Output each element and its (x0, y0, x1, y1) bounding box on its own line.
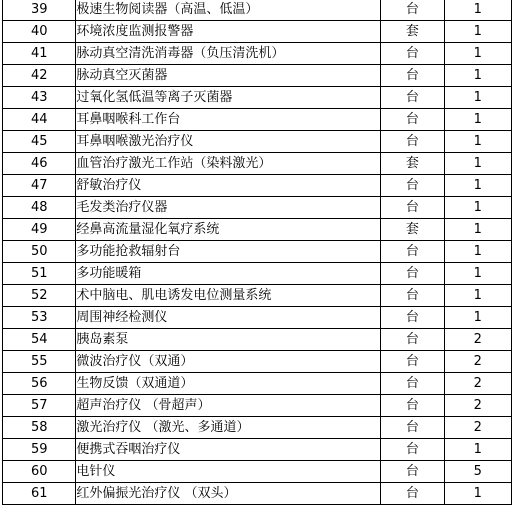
row-number-cell: 54 (3, 329, 76, 351)
quantity-cell: 1 (444, 241, 511, 263)
row-number-cell: 50 (3, 241, 76, 263)
table-row (3, 307, 512, 329)
table-row (3, 241, 512, 263)
equipment-name-cell: 舒敏治疗仪 (76, 175, 381, 197)
unit-cell: 台 (381, 87, 444, 109)
unit-cell: 台 (381, 483, 444, 505)
row-number-cell: 48 (3, 197, 76, 219)
equipment-name-cell: 血管治疗激光工作站（染料激光） (76, 153, 381, 175)
equipment-table (2, 0, 512, 505)
table-row (3, 417, 512, 439)
table-row (3, 65, 512, 87)
table-row (3, 131, 512, 153)
quantity-cell: 1 (444, 153, 511, 175)
table-row (3, 43, 512, 65)
row-number-cell: 46 (3, 153, 76, 175)
table-row (3, 0, 512, 21)
quantity-cell: 2 (444, 395, 511, 417)
equipment-name-cell: 耳鼻咽喉激光治疗仪 (76, 131, 381, 153)
unit-cell: 台 (381, 351, 444, 373)
row-number-cell: 45 (3, 131, 76, 153)
unit-cell: 套 (381, 219, 444, 241)
quantity-cell: 2 (444, 417, 511, 439)
unit-cell: 台 (381, 109, 444, 131)
quantity-cell: 1 (444, 285, 511, 307)
quantity-cell: 1 (444, 131, 511, 153)
row-number-cell: 43 (3, 87, 76, 109)
quantity-cell: 1 (444, 439, 511, 461)
table-row (3, 483, 512, 505)
quantity-cell: 2 (444, 351, 511, 373)
table-body (3, 0, 512, 505)
quantity-cell: 5 (444, 461, 511, 483)
table-row (3, 461, 512, 483)
row-number-cell: 51 (3, 263, 76, 285)
quantity-cell: 1 (444, 219, 511, 241)
equipment-name-cell: 红外偏振光治疗仪 （双头） (76, 483, 381, 505)
equipment-name-cell: 多功能抢救辐射台 (76, 241, 381, 263)
table-row (3, 329, 512, 351)
unit-cell: 台 (381, 329, 444, 351)
unit-cell: 台 (381, 373, 444, 395)
unit-cell: 台 (381, 439, 444, 461)
quantity-cell: 1 (444, 197, 511, 219)
quantity-cell: 1 (444, 65, 511, 87)
unit-cell: 台 (381, 241, 444, 263)
unit-cell: 台 (381, 197, 444, 219)
row-number-cell: 49 (3, 219, 76, 241)
quantity-cell: 1 (444, 109, 511, 131)
equipment-name-cell: 术中脑电、肌电诱发电位测量系统 (76, 285, 381, 307)
table-row (3, 395, 512, 417)
unit-cell: 台 (381, 285, 444, 307)
row-number-cell: 52 (3, 285, 76, 307)
row-number-cell: 56 (3, 373, 76, 395)
table-row (3, 285, 512, 307)
row-number-cell: 60 (3, 461, 76, 483)
row-number-cell: 39 (3, 0, 76, 21)
unit-cell: 台 (381, 461, 444, 483)
equipment-name-cell: 超声治疗仪 （骨超声） (76, 395, 381, 417)
table-row (3, 153, 512, 175)
quantity-cell: 1 (444, 263, 511, 285)
row-number-cell: 47 (3, 175, 76, 197)
row-number-cell: 53 (3, 307, 76, 329)
equipment-name-cell: 环境浓度监测报警器 (76, 21, 381, 43)
equipment-name-cell: 耳鼻咽喉科工作台 (76, 109, 381, 131)
row-number-cell: 41 (3, 43, 76, 65)
equipment-name-cell: 激光治疗仪 （激光、多通道） (76, 417, 381, 439)
unit-cell: 台 (381, 417, 444, 439)
table-row (3, 373, 512, 395)
row-number-cell: 55 (3, 351, 76, 373)
table-row (3, 263, 512, 285)
table-row (3, 219, 512, 241)
quantity-cell: 1 (444, 43, 511, 65)
equipment-name-cell: 胰岛素泵 (76, 329, 381, 351)
unit-cell: 台 (381, 175, 444, 197)
quantity-cell: 1 (444, 307, 511, 329)
equipment-name-cell: 周围神经检测仪 (76, 307, 381, 329)
unit-cell: 台 (381, 131, 444, 153)
quantity-cell: 1 (444, 0, 511, 21)
row-number-cell: 44 (3, 109, 76, 131)
unit-cell: 台 (381, 43, 444, 65)
quantity-cell: 1 (444, 21, 511, 43)
table-row (3, 439, 512, 461)
unit-cell: 台 (381, 263, 444, 285)
row-number-cell: 61 (3, 483, 76, 505)
row-number-cell: 40 (3, 21, 76, 43)
row-number-cell: 57 (3, 395, 76, 417)
equipment-name-cell: 脉动真空灭菌器 (76, 65, 381, 87)
quantity-cell: 2 (444, 373, 511, 395)
row-number-cell: 58 (3, 417, 76, 439)
equipment-name-cell: 脉动真空清洗消毒器（负压清洗机） (76, 43, 381, 65)
unit-cell: 台 (381, 65, 444, 87)
table-row (3, 351, 512, 373)
unit-cell: 台 (381, 307, 444, 329)
table-row (3, 109, 512, 131)
unit-cell: 套 (381, 21, 444, 43)
equipment-name-cell: 便携式吞咽治疗仪 (76, 439, 381, 461)
equipment-name-cell: 过氧化氢低温等离子灭菌器 (76, 87, 381, 109)
table-row (3, 175, 512, 197)
equipment-name-cell: 毛发类治疗仪器 (76, 197, 381, 219)
quantity-cell: 1 (444, 175, 511, 197)
row-number-cell: 59 (3, 439, 76, 461)
equipment-name-cell: 极速生物阅读器（高温、低温） (76, 0, 381, 21)
unit-cell: 台 (381, 395, 444, 417)
table-row (3, 87, 512, 109)
quantity-cell: 2 (444, 329, 511, 351)
row-number-cell: 42 (3, 65, 76, 87)
table-row (3, 21, 512, 43)
equipment-name-cell: 微波治疗仪（双通） (76, 351, 381, 373)
unit-cell: 台 (381, 0, 444, 21)
equipment-name-cell: 多功能暖箱 (76, 263, 381, 285)
quantity-cell: 1 (444, 483, 511, 505)
table-row (3, 197, 512, 219)
equipment-name-cell: 生物反馈（双通道） (76, 373, 381, 395)
unit-cell: 套 (381, 153, 444, 175)
equipment-name-cell: 经鼻高流量湿化氧疗系统 (76, 219, 381, 241)
equipment-name-cell: 电针仪 (76, 461, 381, 483)
quantity-cell: 1 (444, 87, 511, 109)
